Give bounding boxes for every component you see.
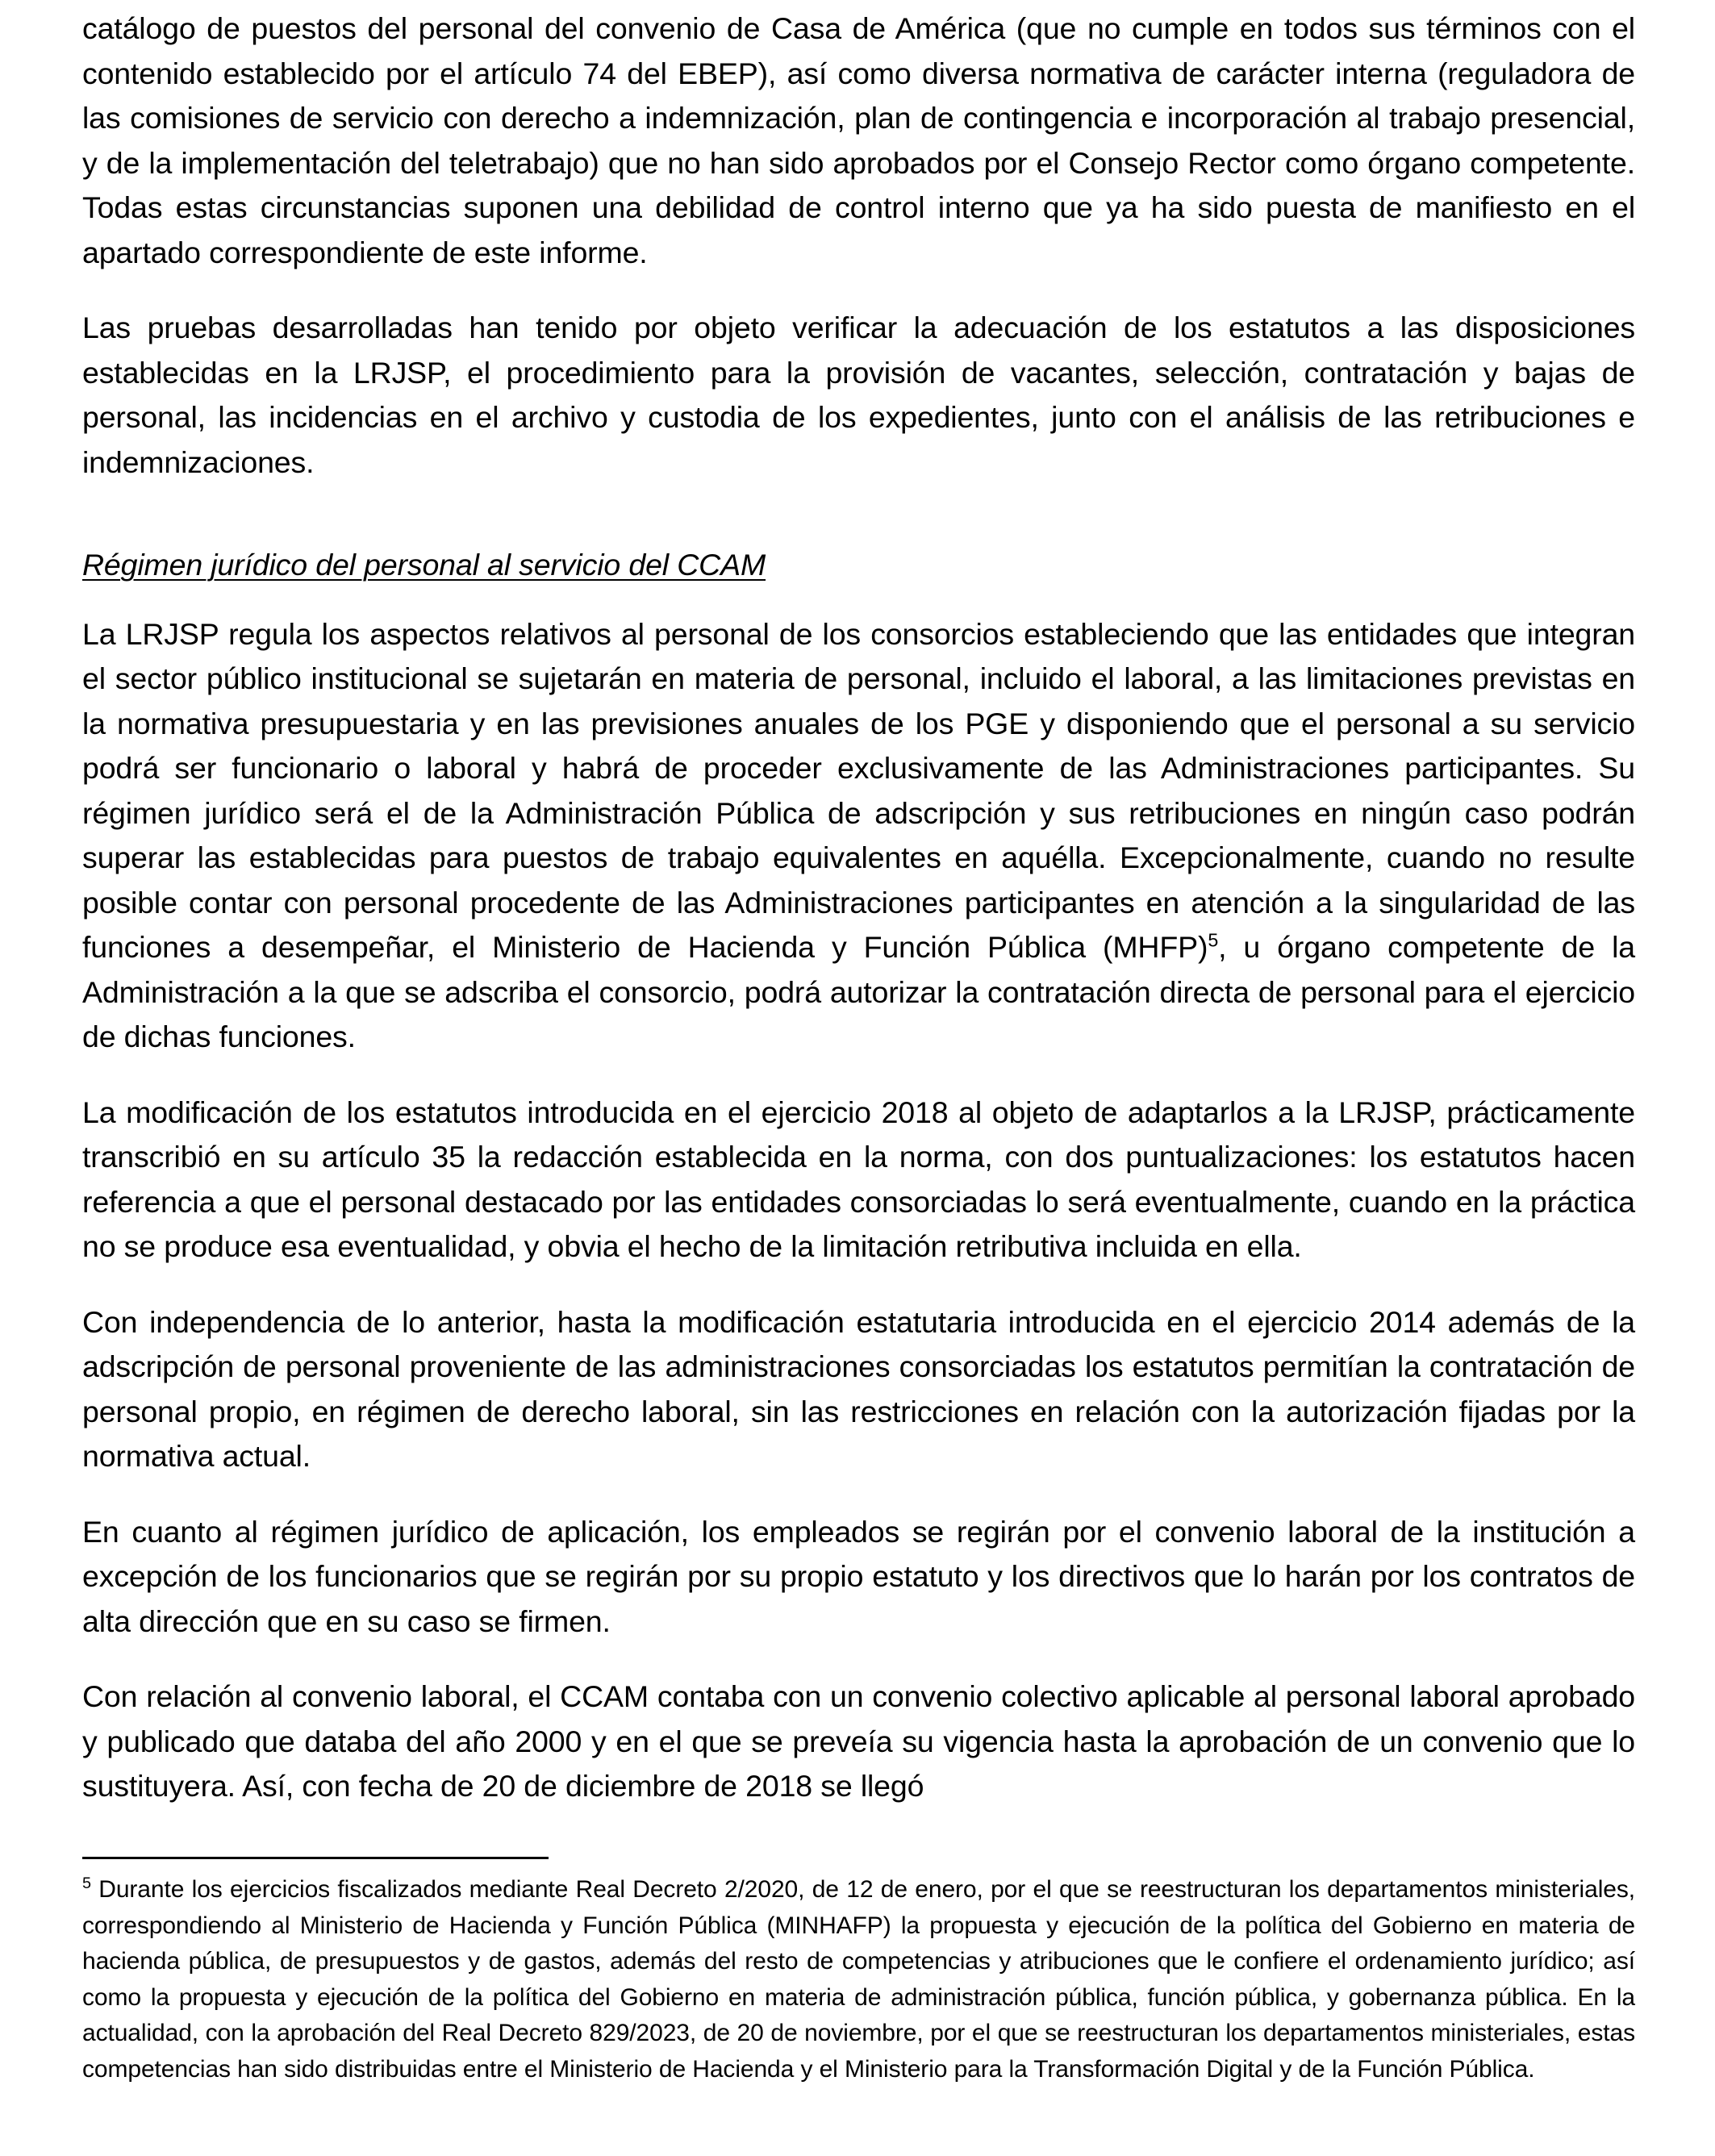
paragraph-pruebas-desarrolladas: Las pruebas desarrolladas han tenido por objeto verificar la adecuación de los estatutos a las disposiciones establecidas en la LRJSP, el procedimiento para la provisión de vacantes, selección, contratación y bajas de personal, las incidencias en el archivo y custodia de los expedientes, junto con el análisis de las retribuciones e indemnizaciones. [82, 311, 1635, 479]
footnote-reference-5[interactable]: 5 [1208, 929, 1219, 951]
footnote-number-marker: 5 [82, 1875, 91, 1892]
footnote-section [82, 1857, 1635, 2087]
footnote-body-text: Durante los ejercicios fiscalizados mediante Real Decreto 2/2020, de 12 de enero, por el que se reestructuran los departamentos ministeriales, correspondiendo al Ministerio de Hacienda y Función Pública (MINHAFP) la propuesta y ejecución de la política del Gobierno en materia de hacienda pública, de presupuestos y de gastos, además del resto de competencias y atribuciones que le confiere el ordenamiento jurídico; así como la propuesta y ejecución de la política del Gobierno en materia de administración pública, función pública, y gobernanza pública. En la actualidad, con la aprobación del Real Decreto 829/2023, de 20 de noviembre, por el que se reestructuran los departamentos ministeriales, estas competencias han sido distribuidas entre el Ministerio de Hacienda y el Ministerio para la Transformación Digital y de la Función Pública. [82, 1876, 1635, 2083]
section-heading-regimen-juridico: Régimen jurídico del personal al servicio del CCAM [82, 548, 766, 582]
heading-spacer [82, 515, 1635, 536]
paragraph-modificacion-estatutos: La modificación de los estatutos introducida en el ejercicio 2018 al objeto de adaptarlos a la LRJSP, prácticamente transcribió en su artículo 35 la redacción establecida en la norma, con dos puntualizaciones: los estatutos hacen referencia a que el personal destacado por las entidades consorciadas lo será eventualmente, cuando en la práctica no se produce esa eventualidad, y obvia el hecho de la limitación retributiva incluida en ella. [82, 1095, 1635, 1263]
paragraph-catalogo-puestos: catálogo de puestos del personal del convenio de Casa de América (que no cumple en todos sus términos con el contenido establecido por el artículo 74 del EBEP), así como diversa normativa de carácter interna (reguladora de las comisiones de servicio con derecho a indemnización, plan de contingencia e incorporación al trabajo presencial, y de la implementación del teletrabajo) que no han sido aprobados por el Consejo Rector como órgano competente. Todas estas circunstancias suponen una debilidad de control interno que ya ha sido puesta de manifiesto en el apartado correspondiente de este informe. [82, 11, 1635, 269]
paragraph-lrjsp-text-after-footnote: , u órgano competente de la Administración a la que se adscriba el consorcio, podrá autorizar la contratación directa de personal para el ejercicio de dichas funciones. [82, 930, 1635, 1053]
footnote-separator-rule [82, 1857, 549, 1859]
document-body [82, 6, 1635, 1809]
paragraph-regimen-aplicacion: En cuanto al régimen jurídico de aplicación, los empleados se regirán por el convenio laboral de la institución a excepción de los funcionarios que se regirán por su propio estatuto y los directivos que lo harán por los contratos de alta dirección que en su caso se firmen. [82, 1514, 1635, 1638]
paragraph-lrjsp-text-before-footnote: La LRJSP regula los aspectos relativos al personal de los consorcios estableciendo que las entidades que integran el sector público institucional se sujetarán en materia de personal, incluido el laboral, a las limitaciones previstas en la normativa presupuestaria y en las previsiones anuales de los PGE y disponiendo que el personal a su servicio podrá ser funcionario o laboral y habrá de proceder exclusivamente de las Administraciones participantes. Su régimen jurídico será el de la Administración Pública de adscripción y sus retribuciones en ningún caso podrán superar las establecidas para puestos de trabajo equivalentes en aquélla. Excepcionalmente, cuando no resulte posible contar con personal procedente de las Administraciones participantes en atención a la singularidad de las funciones a desempeñar, el Ministerio de Hacienda y Función Pública (MHFP) [82, 616, 1635, 964]
paragraph-lrjsp-regula [82, 612, 1635, 1060]
paragraph-convenio-laboral: Con relación al convenio laboral, el CCAM contaba con un convenio colectivo aplicable al personal laboral aprobado y publicado que databa del año 2000 y en el que se preveía su vigencia hasta la aprobación de un convenio que lo sustituyera. Así, con fecha de 20 de diciembre de 2018 se llegó [82, 1679, 1635, 1803]
paragraph-independencia-anterior: Con independencia de lo anterior, hasta la modificación estatutaria introducida en el ejercicio 2014 además de la adscripción de personal proveniente de las administraciones consorciadas los estatutos permitían la contratación de personal propio, en régimen de derecho laboral, sin las restricciones en relación con la autorización fijadas por la normativa actual. [82, 1304, 1635, 1473]
footnote-5 [82, 1872, 1635, 2087]
